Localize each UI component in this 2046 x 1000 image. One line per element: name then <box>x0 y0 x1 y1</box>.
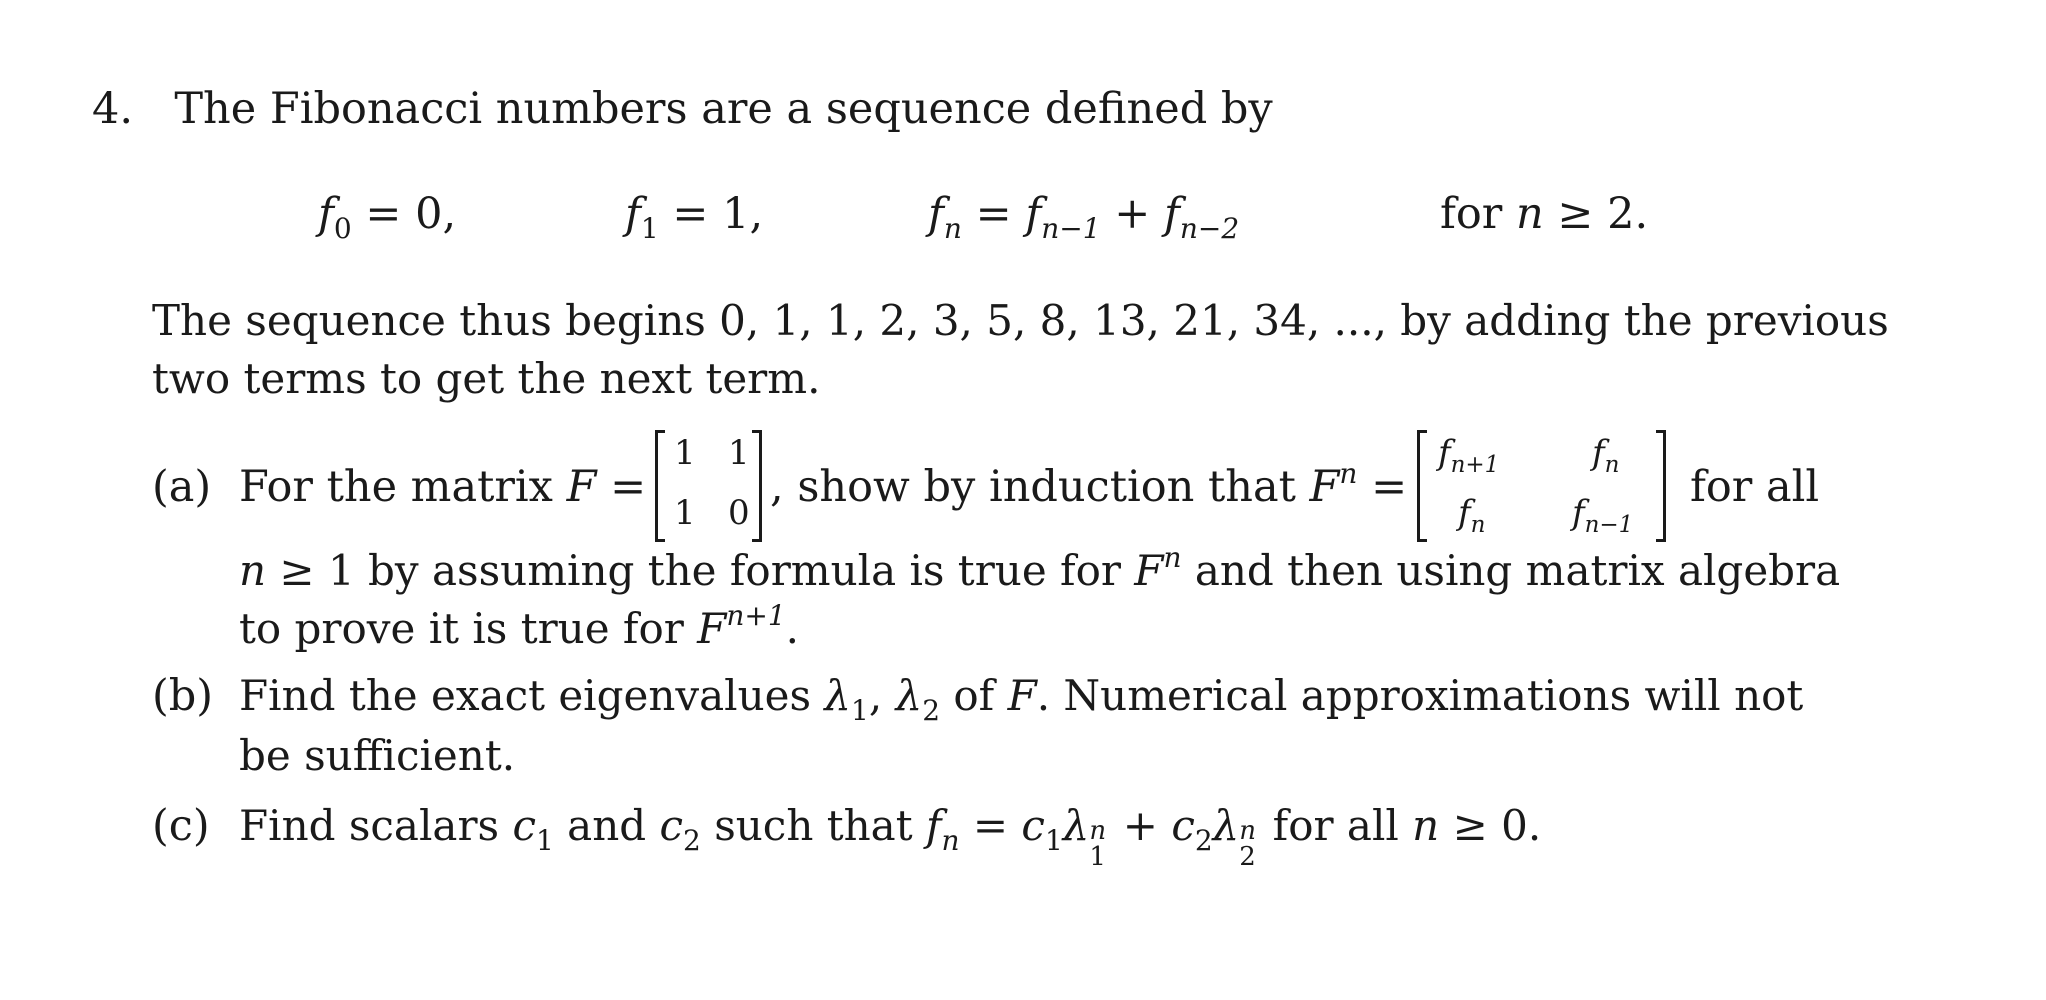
matrix-Fn-cell: $f_n$ <box>1592 433 1620 478</box>
part-a-text2: , show by induction that $F^n$ = <box>770 457 1408 512</box>
def-recurrence: $f_n = f_{n-1} + f_{n-2}$ <box>928 189 1240 245</box>
part-a-text3: for all <box>1690 462 1820 512</box>
def-f1: $f_1 = 1$, <box>625 189 764 245</box>
sequence-line-1: The sequence thus begins 0, 1, 1, 2, 3, 5, 8, 13, 21, 34, ..., by adding the previous <box>152 296 1889 345</box>
def-condition: for n ≥ 2. <box>1440 189 1649 239</box>
part-b-line1: Find the exact eigenvalues $\lambda_1$, $\lambda_2$ of F. Numerical approximations will not <box>239 671 1804 727</box>
part-a-label: (a) <box>152 462 212 512</box>
part-a-text1: For the matrix F = <box>239 462 647 512</box>
def-f0: $f_0 = 0$, <box>318 189 457 245</box>
matrix-F-cell: 1 <box>674 493 696 533</box>
matrix-Fn <box>1417 430 1666 542</box>
part-c-label: (c) <box>152 801 210 851</box>
problem-number: 4. <box>92 84 134 134</box>
part-a-line2: n ≥ 1 by assuming the formula is true for $F^n$ and then using matrix algebra <box>239 541 1841 595</box>
matrix-Fn-cell: $f_{n-1}$ <box>1572 493 1634 538</box>
matrix-Fn-cell: $f_n$ <box>1458 493 1486 538</box>
problem-intro: The Fibonacci numbers are a sequence defined by <box>174 84 1273 134</box>
matrix-F-cell: 1 <box>674 433 696 473</box>
problem-heading <box>92 84 1273 134</box>
part-a-line3: to prove it is true for $F^{n+1}$. <box>239 599 799 653</box>
part-b-label: (b) <box>152 671 214 721</box>
matrix-F <box>655 430 762 542</box>
matrix-F-cell: 1 <box>728 433 750 473</box>
part-c-line: Find scalars $c_1$ and $c_2$ such that $f_n = c_1\lambda$ n 1 + $c_2\lambda$ n 2 for all n ≥ 0. <box>239 801 1542 872</box>
part-b-line2: be sufficient. <box>239 731 516 780</box>
matrix-Fn-cell: $f_{n+1}$ <box>1438 433 1500 478</box>
matrix-F-cell: 0 <box>728 493 750 533</box>
sequence-line-2: two terms to get the next term. <box>152 354 821 403</box>
